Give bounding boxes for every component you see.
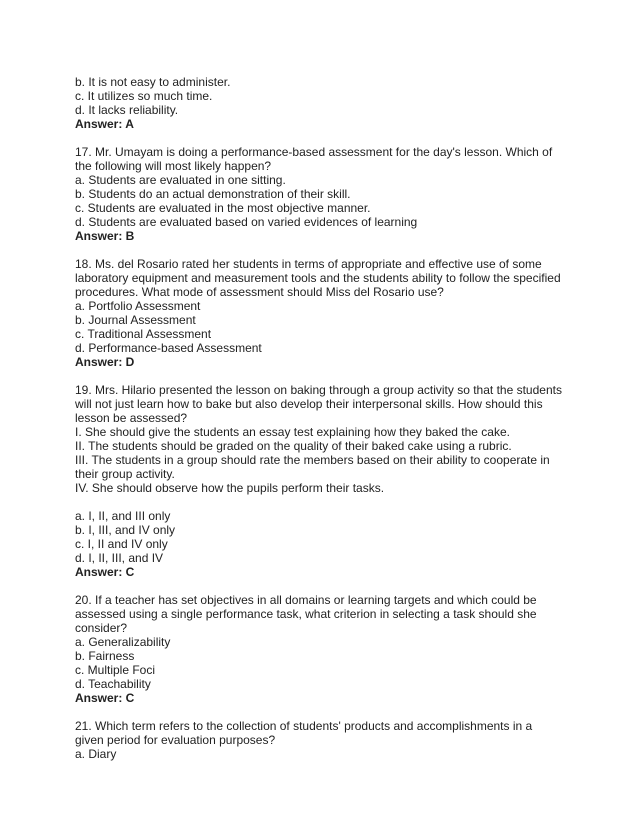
choice-b: b. Fairness — [75, 649, 135, 663]
question-16-tail — [75, 75, 575, 131]
question-20 — [75, 593, 575, 705]
question-text: lesson be assessed? — [75, 411, 188, 425]
question-18 — [75, 257, 575, 369]
choice-d: d. I, II, III, and IV — [75, 551, 164, 565]
choice-b: b. Journal Assessment — [75, 313, 196, 327]
question-text: 20. If a teacher has set objectives in all domains or learning targets and which could be — [75, 593, 537, 607]
answer-line: Answer: C — [75, 691, 135, 705]
choice-c: c. Multiple Foci — [75, 663, 156, 677]
choice-a: a. Generalizability — [75, 635, 171, 649]
question-text: procedures. What mode of assessment should Miss del Rosario use? — [75, 285, 444, 299]
answer-line: Answer: D — [75, 355, 135, 369]
answer-line: Answer: A — [75, 117, 134, 131]
statement-iii: their group activity. — [75, 467, 175, 481]
choice-b: b. I, III, and IV only — [75, 523, 176, 537]
question-text: 19. Mrs. Hilario presented the lesson on baking through a group activity so that the students — [75, 383, 562, 397]
question-text: will not just learn how to bake but also develop their interpersonal skills. How should this — [75, 397, 543, 411]
statement-iii: III. The students in a group should rate the members based on their ability to cooperate in — [75, 453, 550, 467]
choice-d: d. It lacks reliability. — [75, 103, 179, 117]
choice-b: b. Students do an actual demonstration of their skill. — [75, 187, 351, 201]
choice-d: d. Teachability — [75, 677, 151, 691]
choice-a: a. Students are evaluated in one sitting. — [75, 173, 286, 187]
choice-b: b. It is not easy to administer. — [75, 75, 231, 89]
choice-a: a. Portfolio Assessment — [75, 299, 201, 313]
question-text: consider? — [75, 621, 128, 635]
question-text: given period for evaluation purposes? — [75, 733, 276, 747]
choice-c: c. Students are evaluated in the most objective manner. — [75, 201, 371, 215]
statement-ii: II. The students should be graded on the quality of their baked cake using a rubric. — [75, 439, 512, 453]
choice-c: c. Traditional Assessment — [75, 327, 212, 341]
choice-c: c. I, II and IV only — [75, 537, 168, 551]
choice-a: a. Diary — [75, 747, 117, 761]
statement-iv: IV. She should observe how the pupils perform their tasks. — [75, 481, 385, 495]
question-19 — [75, 383, 575, 579]
choice-d: d. Performance-based Assessment — [75, 341, 262, 355]
document-page — [75, 75, 575, 775]
question-17 — [75, 145, 575, 243]
answer-line: Answer: C — [75, 565, 135, 579]
question-text: the following will most likely happen? — [75, 159, 272, 173]
question-text: laboratory equipment and measurement tools and the students ability to follow the specified — [75, 271, 561, 285]
question-text: 21. Which term refers to the collection of students' products and accomplishments in a — [75, 719, 533, 733]
statement-i: I. She should give the students an essay test explaining how they baked the cake. — [75, 425, 510, 439]
answer-line: Answer: B — [75, 229, 135, 243]
question-text: 17. Mr. Umayam is doing a performance-based assessment for the day's lesson. Which of — [75, 145, 553, 159]
question-text: assessed using a single performance task, what criterion in selecting a task should she — [75, 607, 537, 621]
choice-a: a. I, II, and III only — [75, 509, 171, 523]
question-21 — [75, 719, 575, 761]
spacer — [75, 495, 575, 509]
choice-c: c. It utilizes so much time. — [75, 89, 213, 103]
question-text: 18. Ms. del Rosario rated her students in terms of appropriate and effective use of some — [75, 257, 542, 271]
choice-d: d. Students are evaluated based on varied evidences of learning — [75, 215, 418, 229]
